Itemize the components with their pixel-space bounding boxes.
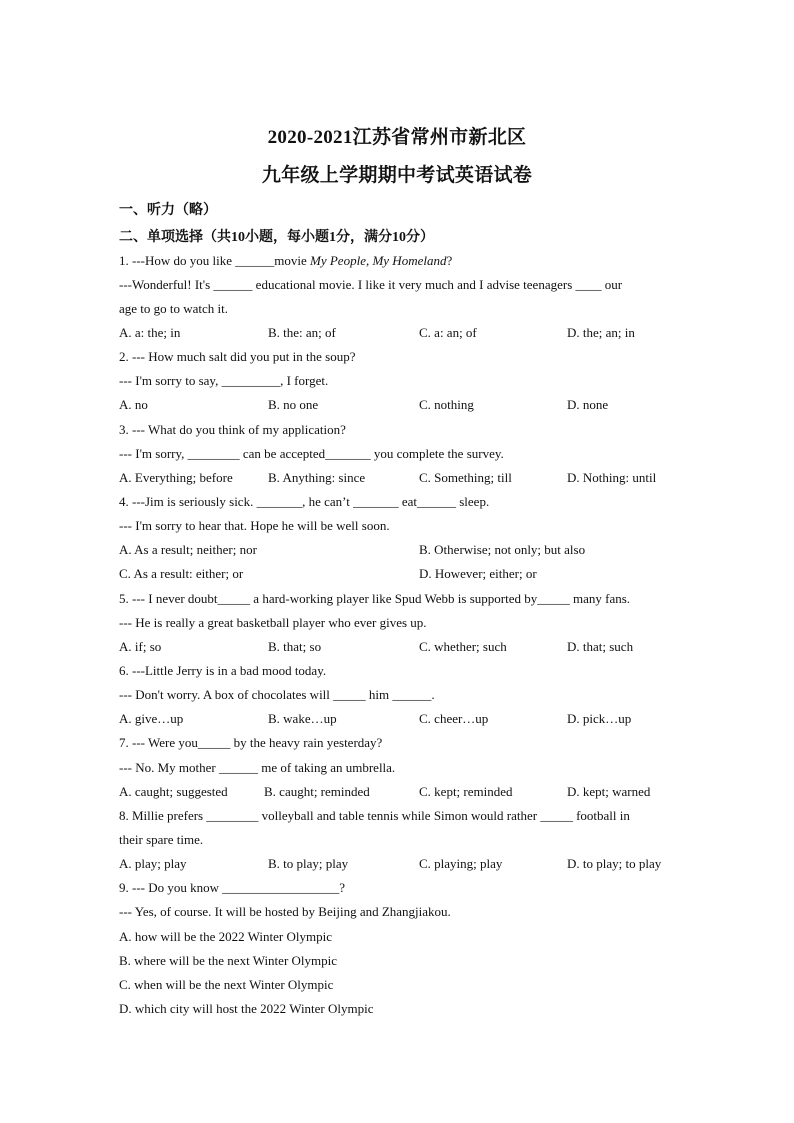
question-2-line-1: 2. --- How much salt did you put in the soup? bbox=[119, 349, 356, 364]
question-5-option-a: A. if; so bbox=[119, 639, 162, 654]
question-3-option-c: C. Something; till bbox=[419, 470, 512, 485]
question-9-line-2: --- Yes, of course. It will be hosted by Beijing and Zhangjiakou. bbox=[119, 904, 451, 919]
section-listening-heading: 一、听力（略） bbox=[119, 203, 217, 218]
question-6-option-a: A. give…up bbox=[119, 711, 184, 726]
question-5-option-c: C. whether; such bbox=[419, 639, 507, 654]
question-7-option-a: A. caught; suggested bbox=[119, 784, 228, 799]
question-4-line-2: --- I'm sorry to hear that. Hope he will be well soon. bbox=[119, 518, 390, 533]
question-9-option-d: D. which city will host the 2022 Winter Olympic bbox=[119, 1001, 374, 1016]
question-4-option-d: D. However; either; or bbox=[419, 566, 537, 581]
question-1-option-c: C. a: an; of bbox=[419, 325, 477, 340]
question-5-option-d: D. that; such bbox=[567, 639, 634, 654]
question-8-line-2: their spare time. bbox=[119, 832, 204, 847]
question-6-line-2: --- Don't worry. A box of chocolates will _____ him ______. bbox=[119, 687, 435, 702]
question-2-option-c: C. nothing bbox=[419, 397, 474, 412]
section-multiple-choice-heading: 二、单项选择（共10小题，每小题1分，满分10分） bbox=[119, 230, 434, 245]
question-2-option-d: D. none bbox=[567, 397, 609, 412]
question-3-line-2: --- I'm sorry, ________ can be accepted_______ you complete the survey. bbox=[119, 446, 504, 461]
question-5-option-b: B. that; so bbox=[268, 639, 322, 654]
question-6-option-c: C. cheer…up bbox=[419, 711, 489, 726]
question-8-option-b: B. to play; play bbox=[268, 856, 349, 871]
question-7-option-b: B. caught; reminded bbox=[264, 784, 370, 799]
question-2-option-a: A. no bbox=[119, 397, 148, 412]
question-1-option-a: A. a: the; in bbox=[119, 325, 181, 340]
question-3-line-1: 3. --- What do you think of my application? bbox=[119, 422, 346, 437]
question-7-option-c: C. kept; reminded bbox=[419, 784, 513, 799]
question-7-line-2: --- No. My mother ______ me of taking an umbrella. bbox=[119, 760, 396, 775]
question-3-option-a: A. Everything; before bbox=[119, 470, 233, 485]
question-1-option-d: D. the; an; in bbox=[567, 325, 635, 340]
question-2-line-2: --- I'm sorry to say, _________, I forget. bbox=[119, 373, 329, 388]
question-9-option-a: A. how will be the 2022 Winter Olympic bbox=[119, 929, 332, 944]
question-1-option-b: B. the: an; of bbox=[268, 325, 336, 340]
question-9-option-c: C. when will be the next Winter Olympic bbox=[119, 977, 334, 992]
question-2-option-b: B. no one bbox=[268, 397, 319, 412]
question-7-line-1: 7. --- Were you_____ by the heavy rain yesterday? bbox=[119, 735, 383, 750]
question-6-option-d: D. pick…up bbox=[567, 711, 632, 726]
exam-title-line2: 九年级上学期期中考试英语试卷 bbox=[261, 165, 533, 186]
question-5-line-2: --- He is really a great basketball player who ever gives up. bbox=[119, 615, 427, 630]
movie-title-italic: My People, My Homeland bbox=[310, 253, 447, 268]
question-4-option-c: C. As a result: either; or bbox=[119, 566, 244, 581]
question-8-line-1: 8. Millie prefers ________ volleyball and table tennis while Simon would rather _____ football in bbox=[119, 808, 630, 823]
question-9-line-1: 9. --- Do you know __________________? bbox=[119, 880, 346, 895]
question-1-line-2: ---Wonderful! It's ______ educational movie. I like it very much and I advise teenagers ____ our bbox=[119, 277, 623, 292]
question-9-option-b: B. where will be the next Winter Olympic bbox=[119, 953, 338, 968]
question-8-option-a: A. play; play bbox=[119, 856, 187, 871]
question-4-option-b: B. Otherwise; not only; but also bbox=[419, 542, 586, 557]
question-5-line-1: 5. --- I never doubt_____ a hard-working player like Spud Webb is supported by_____ many fans. bbox=[119, 591, 631, 606]
question-1-line-3: age to go to watch it. bbox=[119, 301, 229, 316]
question-6-line-1: 6. ---Little Jerry is in a bad mood today. bbox=[119, 663, 327, 678]
question-8-option-c: C. playing; play bbox=[419, 856, 503, 871]
question-6-option-b: B. wake…up bbox=[268, 711, 337, 726]
question-1-line-1: 1. ---How do you like ______movie My People, My Homeland? bbox=[119, 253, 453, 268]
question-7-option-d: D. kept; warned bbox=[567, 784, 651, 799]
question-4-line-1: 4. ---Jim is seriously sick. _______, he can’t _______ eat______ sleep. bbox=[119, 494, 490, 509]
question-8-option-d: D. to play; to play bbox=[567, 856, 662, 871]
question-4-option-a: A. As a result; neither; nor bbox=[119, 542, 257, 557]
question-3-option-d: D. Nothing: until bbox=[567, 470, 657, 485]
question-3-option-b: B. Anything: since bbox=[268, 470, 366, 485]
exam-title-line1: 2020-2021江苏省常州市新北区 bbox=[267, 127, 527, 148]
